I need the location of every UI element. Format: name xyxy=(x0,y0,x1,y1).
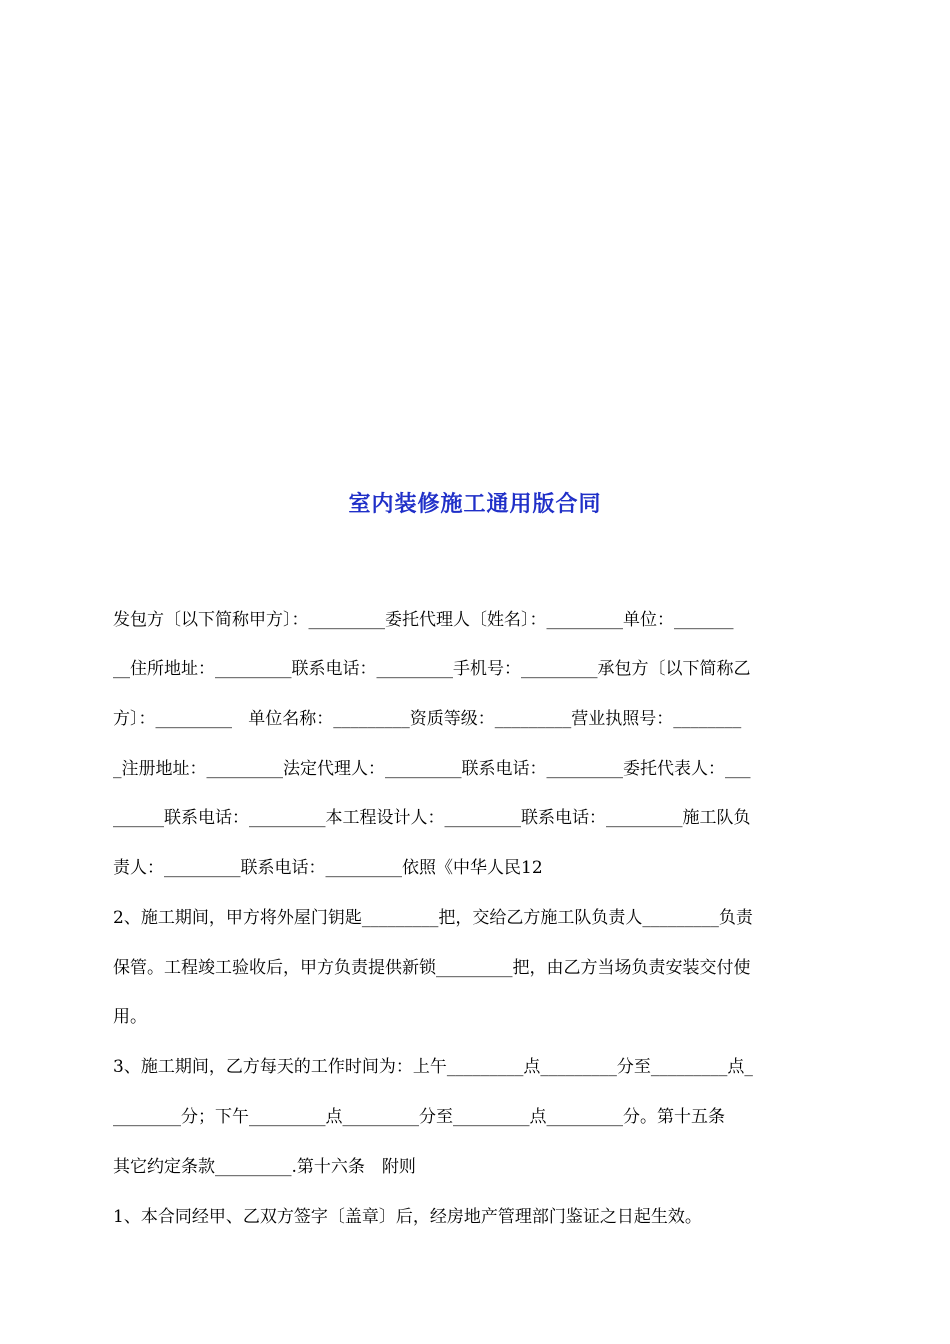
body-line-2: __住所地址：_________联系电话：_________手机号：_________承包方〔以下简称乙 xyxy=(113,659,751,679)
body-line-3: 方〕：_________ 单位名称：_________资质等级：_________营业执照号：________ xyxy=(113,709,742,729)
body-line-6: 责人：_________联系电话：_________依照《中华人民12 xyxy=(113,858,543,878)
body-line-10: 3、施工期间，乙方每天的工作时间为：上午_________点_________分至_________点_ xyxy=(113,1057,753,1077)
body-line-12: 其它约定条款_________.第十六条 附则 xyxy=(113,1157,416,1177)
document-title: 室内装修施工通用版合同 xyxy=(348,491,602,517)
body-line-9: 用。 xyxy=(113,1007,147,1027)
body-line-4: _注册地址：_________法定代理人：_________联系电话：_________委托代表人：___ xyxy=(113,759,751,779)
body-line-7: 2、施工期间，甲方将外屋门钥匙_________把，交给乙方施工队负责人_________负责 xyxy=(113,908,753,928)
body-line-13: 1、本合同经甲、乙双方签字〔盖章〕后，经房地产管理部门鉴证之日起生效。 xyxy=(113,1207,702,1227)
body-line-11: ________分；下午_________点_________分至_________点_________分。第十五条 xyxy=(113,1107,725,1127)
body-line-1: 发包方〔以下简称甲方〕：_________委托代理人〔姓名〕：_________单位：_______ xyxy=(113,610,734,630)
body-line-8: 保管。工程竣工验收后，甲方负责提供新锁_________把，由乙方当场负责安装交付使 xyxy=(113,958,751,978)
body-line-5: ______联系电话：_________本工程设计人：_________联系电话：_________施工队负 xyxy=(113,808,751,828)
